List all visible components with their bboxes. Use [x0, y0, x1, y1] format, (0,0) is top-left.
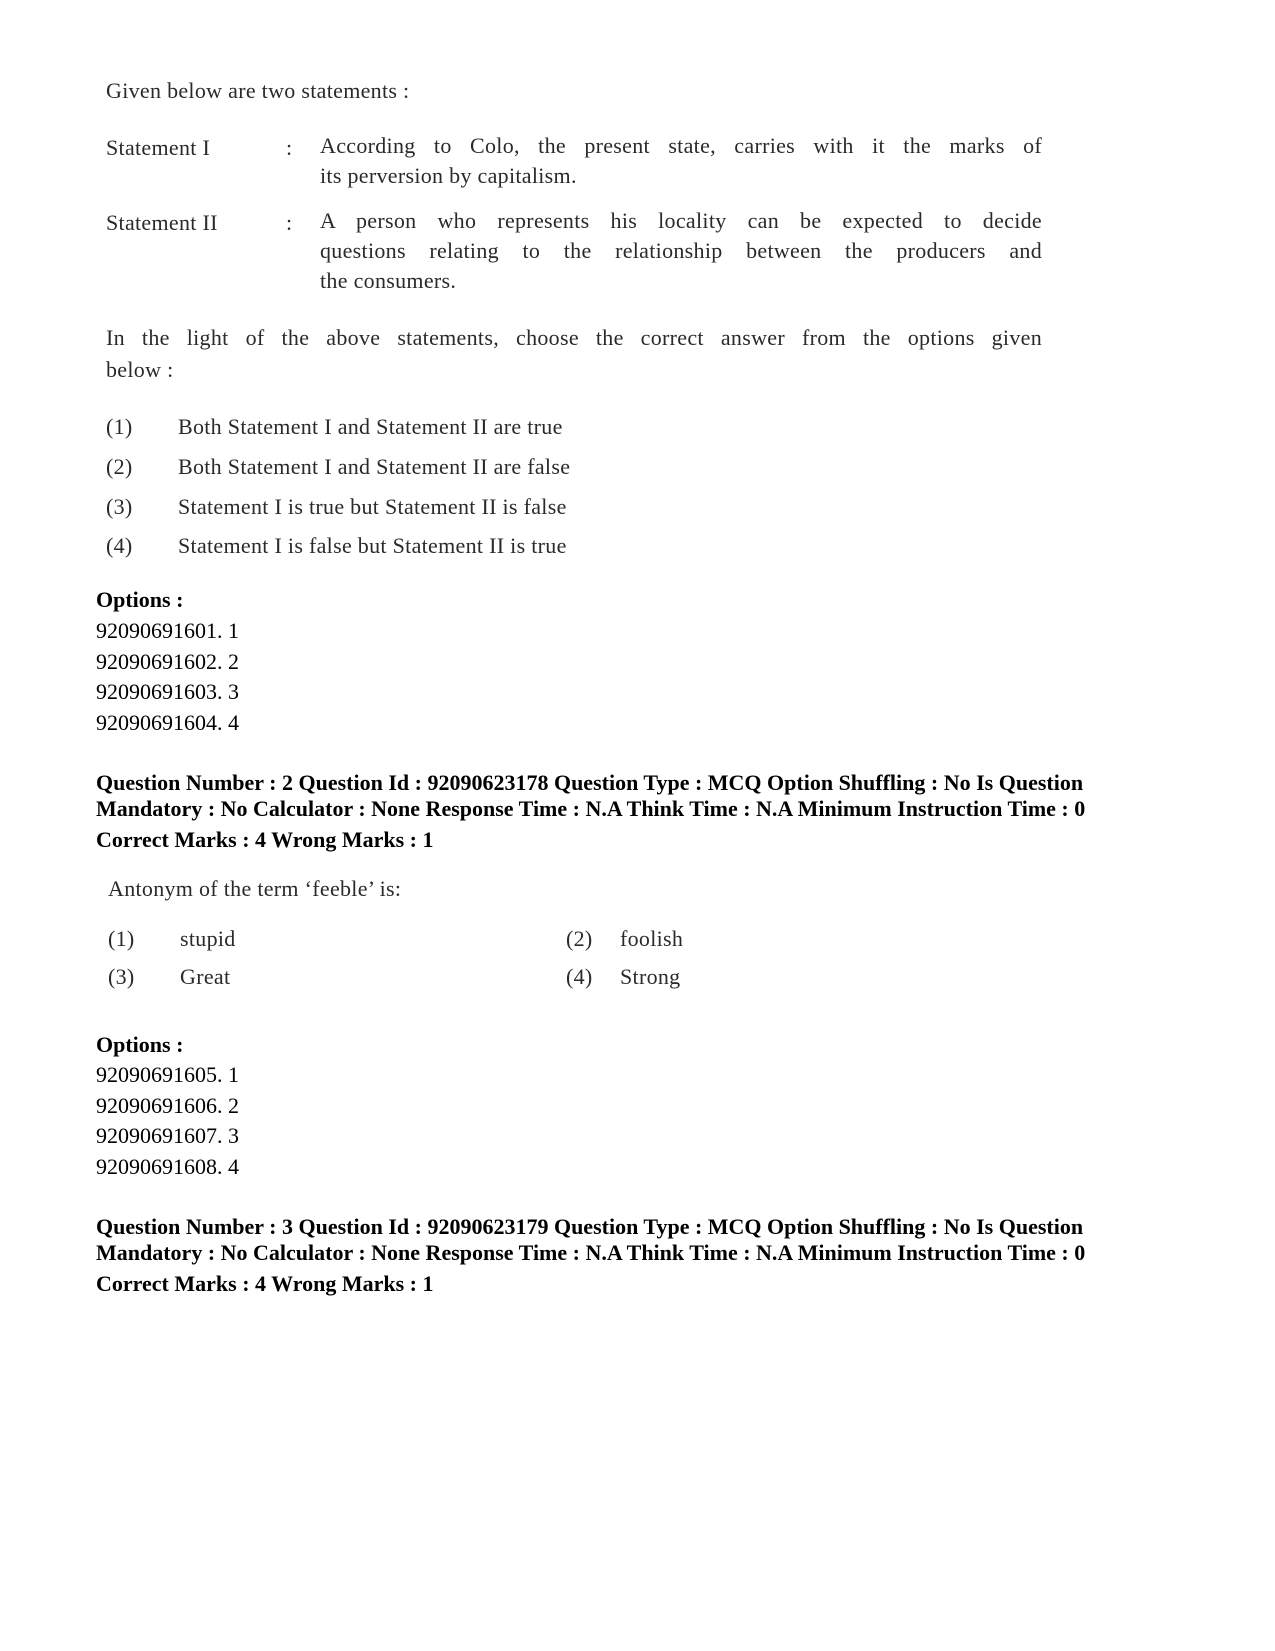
statement-2-line-3: the consumers.: [320, 268, 457, 293]
statement-1-line-1: According to Colo, the present state, carries with it the marks of: [320, 133, 1042, 158]
q1-choice-2-text: Both Statement I and Statement II are false: [178, 454, 571, 479]
statement-2-colon: :: [286, 210, 293, 235]
q1-choice-2-num: (2): [106, 454, 133, 479]
q2-choice-2-num: (2): [566, 926, 593, 951]
q2-header-line-1: Question Number : 2 Question Id : 92090623178 Question Type : MCQ Option Shuffling : No Is Question: [96, 770, 1084, 795]
q2-choice-4-text: Strong: [620, 964, 681, 989]
q3-header-line-2: Mandatory : No Calculator : None Response Time : N.A Think Time : N.A Minimum Instruction Time : 0: [96, 1240, 1086, 1265]
q1-choice-3-num: (3): [106, 494, 133, 519]
q2-choice-2-text: foolish: [620, 926, 684, 951]
q1-choice-4-num: (4): [106, 533, 133, 558]
q1-prompt-line-1: In the light of the above statements, choose the correct answer from the options given: [106, 325, 1042, 350]
q2-header-line-3: Correct Marks : 4 Wrong Marks : 1: [96, 827, 434, 852]
q2-option-3: 92090691607. 3: [96, 1123, 239, 1148]
q1-intro: Given below are two statements :: [106, 78, 410, 103]
statement-1-label: Statement I: [106, 135, 211, 160]
q2-choice-4-num: (4): [566, 964, 593, 989]
q1-options-heading: Options :: [96, 587, 184, 612]
q1-option-3: 92090691603. 3: [96, 679, 239, 704]
statement-1-text: [320, 131, 1042, 191]
q2-header-line-2: Mandatory : No Calculator : None Response Time : N.A Think Time : N.A Minimum Instruction Time : 0: [96, 796, 1086, 821]
q3-header-line-3: Correct Marks : 4 Wrong Marks : 1: [96, 1271, 434, 1296]
statement-1-line-2: its perversion by capitalism.: [320, 163, 577, 188]
q2-choice-3-num: (3): [108, 964, 135, 989]
statement-2-label: Statement II: [106, 210, 218, 235]
q2-option-1: 92090691605. 1: [96, 1062, 239, 1087]
q3-header-line-1: Question Number : 3 Question Id : 92090623179 Question Type : MCQ Option Shuffling : No Is Question: [96, 1214, 1084, 1239]
q1-choice-1-num: (1): [106, 414, 133, 439]
q1-option-4: 92090691604. 4: [96, 710, 239, 735]
q1-option-2: 92090691602. 2: [96, 649, 239, 674]
q2-options-heading: Options :: [96, 1032, 184, 1057]
q1-prompt: [106, 323, 1042, 385]
q1-choice-1-text: Both Statement I and Statement II are true: [178, 414, 563, 439]
q1-choice-3-text: Statement I is true but Statement II is false: [178, 494, 567, 519]
statement-2-line-2: questions relating to the relationship between the producers and: [320, 238, 1042, 263]
statement-2-text: [320, 206, 1042, 296]
q2-choice-1-text: stupid: [180, 926, 236, 951]
statement-2-line-1: A person who represents his locality can be expected to decide: [320, 208, 1042, 233]
q2-choice-1-num: (1): [108, 926, 135, 951]
statement-1-colon: :: [286, 135, 293, 160]
q1-option-1: 92090691601. 1: [96, 618, 239, 643]
q1-choice-4-text: Statement I is false but Statement II is true: [178, 533, 567, 558]
q1-prompt-line-2: below :: [106, 357, 174, 382]
q2-question: Antonym of the term ‘feeble’ is:: [108, 876, 402, 901]
q2-option-2: 92090691606. 2: [96, 1093, 239, 1118]
q2-option-4: 92090691608. 4: [96, 1154, 239, 1179]
q2-choice-3-text: Great: [180, 964, 231, 989]
